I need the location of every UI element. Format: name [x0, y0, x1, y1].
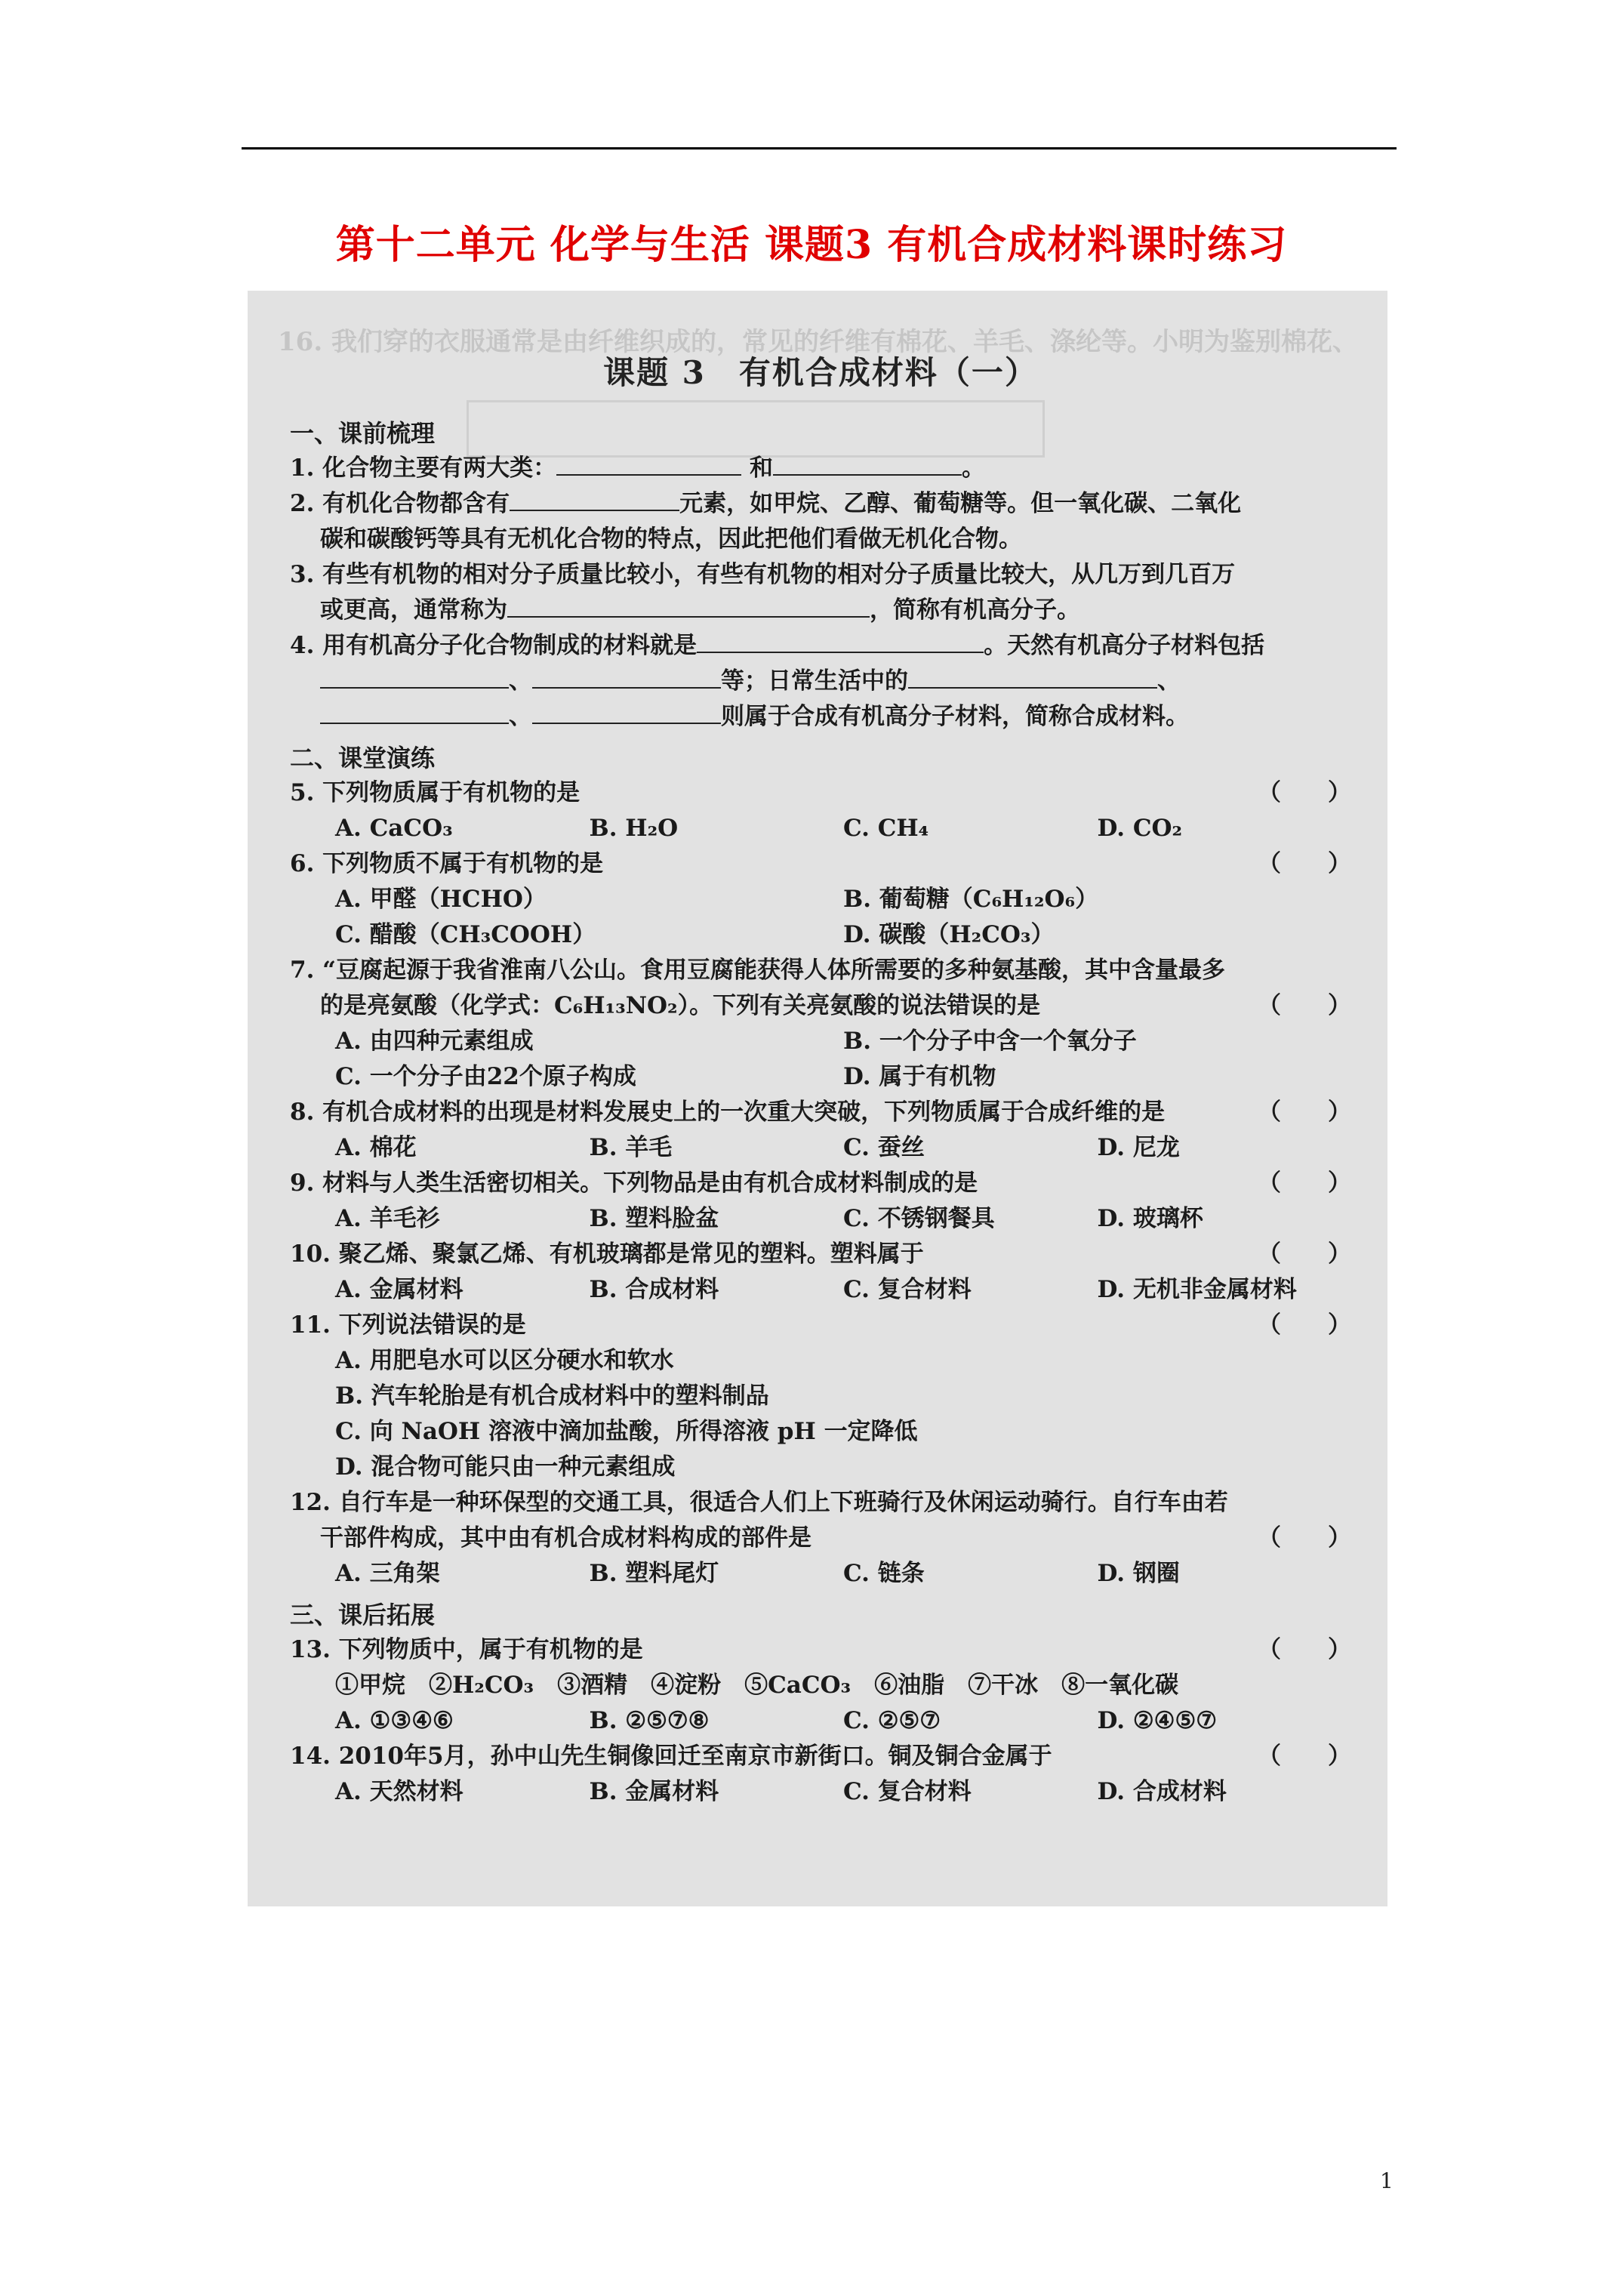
question-4-cont: 、 等；日常生活中的 、	[290, 664, 1351, 699]
question-12-cont: 干部件构成，其中由有机合成材料构成的部件是 （ ）	[320, 1524, 1351, 1552]
question-3: 3. 有些有机物的相对分子质量比较小，有些有机物的相对分子质量比较大，从几万到几百万	[290, 561, 1236, 588]
question-7: 7. “豆腐起源于我省淮南八公山。食用豆腐能获得人体所需要的多种氨基酸，其中含量最多	[290, 957, 1225, 984]
section-heading: 二、课堂演练	[290, 744, 436, 772]
question-5-options: A. CaCO₃ B. H₂O C. CH₄ D. CO₂	[335, 815, 1183, 842]
question-3-cont: 或更高，通常称为 ，简称有机高分子。	[320, 596, 1080, 624]
question-6-options: A. 甲醛（HCHO） B. 葡萄糖（C₆H₁₂O₆）	[335, 886, 1099, 913]
question-10: 10. 聚乙烯、聚氯乙烯、有机玻璃都是常见的塑料。塑料属于 （ ）	[290, 1240, 1351, 1268]
question-13: 13. 下列物质中，属于有机物的是 （ ）	[290, 1636, 1351, 1663]
question-10-options: A. 金属材料 B. 合成材料 C. 复合材料 D. 无机非金属材料	[335, 1276, 1297, 1303]
question-13-items: ①甲烷 ②H₂CO₃ ③酒精 ④淀粉 ⑤CaCO₃ ⑥油脂 ⑦干冰 ⑧一氧化碳	[335, 1672, 1179, 1699]
question-2: 2. 有机化合物都含有 元素，如甲烷、乙醇、葡萄糖等。但一氧化碳、二氧化	[290, 490, 1242, 517]
question-12-options: A. 三角架 B. 塑料尾灯 C. 链条 D. 钢圈	[335, 1560, 1180, 1587]
question-13-options: A. ①③④⑥ B. ②⑤⑦⑧ C. ②⑤⑦ D. ②④⑤⑦	[335, 1707, 1218, 1734]
question-9: 9. 材料与人类生活密切相关。下列物品是由有机合成材料制成的是 （ ）	[290, 1170, 1351, 1197]
section-heading: 三、课后拓展	[290, 1601, 436, 1629]
question-11-option: C. 向 NaOH 溶液中滴加盐酸，所得溶液 pH 一定降低	[335, 1418, 918, 1445]
question-1: 1. 化合物主要有两大类： 和 。	[290, 455, 985, 482]
question-11-option: A. 用肥皂水可以区分硬水和软水	[335, 1347, 674, 1374]
section-heading: 一、课前梳理	[290, 419, 436, 448]
question-12: 12. 自行车是一种环保型的交通工具，很适合人们上下班骑行及休闲运动骑行。自行车由若	[290, 1489, 1228, 1516]
question-11: 11. 下列说法错误的是 （ ）	[290, 1311, 1351, 1339]
header-rule	[242, 147, 1397, 149]
scanned-worksheet	[248, 291, 1387, 1906]
page-heading: 第十二单元 化学与生活 课题3 有机合成材料课时练习	[335, 222, 1288, 268]
question-14-options: A. 天然材料 B. 金属材料 C. 复合材料 D. 合成材料	[335, 1778, 1227, 1805]
page-number: 1	[1380, 2168, 1394, 2193]
question-6-options: C. 醋酸（CH₃COOH） D. 碳酸（H₂CO₃）	[335, 921, 1055, 948]
question-7-cont: 的是亮氨酸（化学式：C₆H₁₃NO₂）。下列有关亮氨酸的说法错误的是 （ ）	[320, 992, 1351, 1019]
question-7-options: A. 由四种元素组成 B. 一个分子中含一个氧分子	[335, 1028, 1137, 1055]
question-11-option: D. 混合物可能只由一种元素组成	[335, 1453, 676, 1481]
question-9-options: A. 羊毛衫 B. 塑料脸盆 C. 不锈钢餐具 D. 玻璃杯	[335, 1205, 1203, 1232]
question-4-cont2: 、 则属于合成有机高分子材料，简称合成材料。	[290, 699, 1351, 735]
question-2-cont: 碳和碳酸钙等具有无机化合物的特点，因此把他们看做无机化合物。	[320, 525, 1022, 553]
question-11-option: B. 汽车轮胎是有机合成材料中的塑料制品	[335, 1382, 769, 1410]
question-4: 4. 用有机高分子化合物制成的材料就是 。天然有机高分子材料包括	[290, 632, 1265, 659]
question-14: 14. 2010年5月，孙中山先生铜像回迁至南京市新街口。铜及铜合金属于 （ ）	[290, 1743, 1351, 1770]
question-8-options: A. 棉花 B. 羊毛 C. 蚕丝 D. 尼龙	[335, 1134, 1180, 1161]
question-6: 6. 下列物质不属于有机物的是 （ ）	[290, 850, 1351, 877]
question-8: 8. 有机合成材料的出现是材料发展史上的一次重大突破，下列物质属于合成纤维的是 （ ）	[290, 1099, 1351, 1126]
worksheet-title: 课题 3 有机合成材料（一）	[603, 354, 1038, 391]
question-5: 5. 下列物质属于有机物的是 （ ）	[290, 779, 1351, 806]
bleed-through-text: 16. 我们穿的衣服通常是由纤维织成的，常见的纤维有棉花、羊毛、涤纶等。小明为鉴别棉花、	[278, 327, 1358, 357]
question-7-options: C. 一个分子由22个原子构成 D. 属于有机物	[335, 1063, 996, 1090]
